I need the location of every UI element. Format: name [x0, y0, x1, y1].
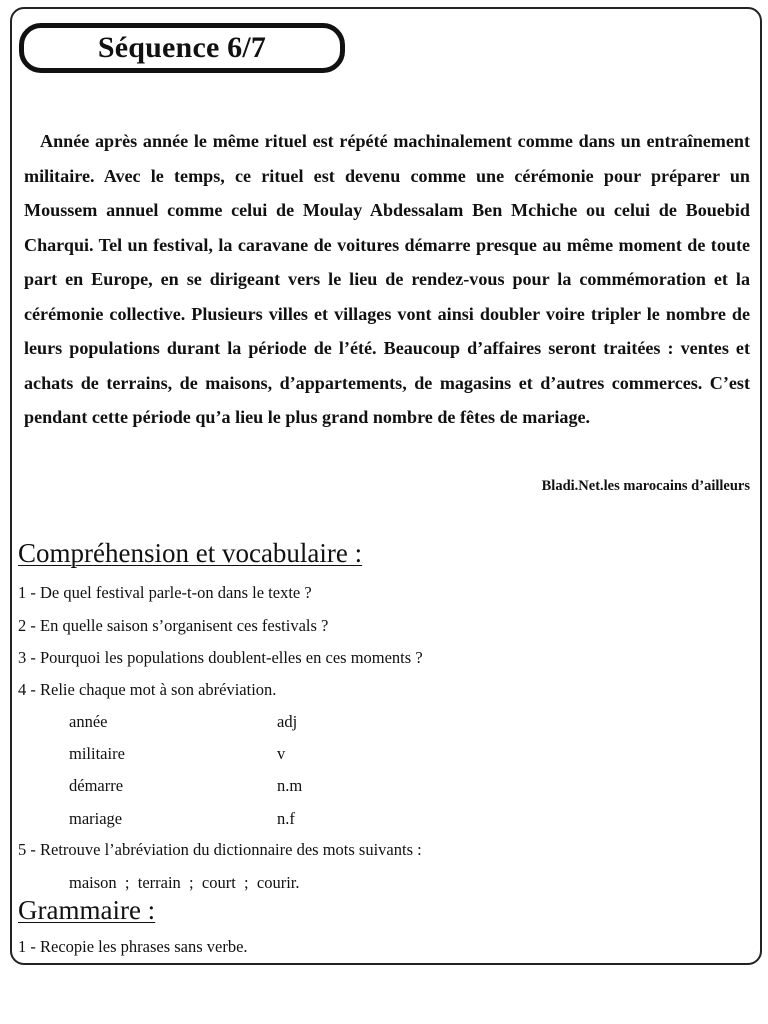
word-annee: année [69, 712, 108, 731]
sequence-title: Séquence 6/7 [97, 31, 267, 64]
comprehension-title: Compréhension et vocabulaire : [18, 538, 363, 568]
abbr-nm: n.m [277, 776, 303, 795]
abbr-adj: adj [277, 712, 298, 731]
grammar-question-1: 1 - Recopie les phrases sans verbe. [18, 937, 248, 956]
question-4: 4 - Relie chaque mot à son abréviation. [18, 680, 277, 699]
abbr-v: v [277, 744, 286, 763]
sequence-title-box [19, 23, 345, 73]
question-5: 5 - Retrouve l’abréviation du dictionnaire des mots suivants : [18, 840, 422, 859]
grammar-title: Grammaire : [18, 895, 156, 925]
question-1: 1 - De quel festival parle-t-on dans le texte ? [18, 583, 312, 602]
reading-passage: Année après année le même rituel est répété machinalement comme dans un entraînement militaire. Avec le temps, ce rituel est devenu comme une cérémonie pour préparer un Moussem annuel comme celui de Moulay Abdessalam Ben Mchiche ou celui de Bouebid Charqui. Tel un festival, la caravane de voitures démarre presque au même moment de toute part en Europe, en se dirigeant vers le lieu de rendez-vous pour la commémoration et la cérémonie collective. Plusieurs villes et villages vont ainsi doubler voire tripler le nombre de leurs populations durant la période de l’été. Beaucoup d’affaires seront traitées : ventes et achats de terrains, de maisons, d’appartements, de magasins et d’autres commerces. C’est pendant cette période qu’a lieu le plus grand nombre de fêtes de mariage. [24, 131, 750, 427]
word-mariage: mariage [69, 809, 123, 828]
question-2: 2 - En quelle saison s’organisent ces festivals ? [18, 616, 329, 635]
question-5-words: maison ; terrain ; court ; courir. [69, 873, 300, 892]
question-3: 3 - Pourquoi les populations doublent-elles en ces moments ? [18, 648, 423, 667]
abbr-nf: n.f [277, 809, 295, 828]
word-militaire: militaire [69, 744, 125, 763]
word-demarre: démarre [69, 776, 124, 795]
passage-source: Bladi.Net.les marocains d’ailleurs [541, 478, 750, 494]
